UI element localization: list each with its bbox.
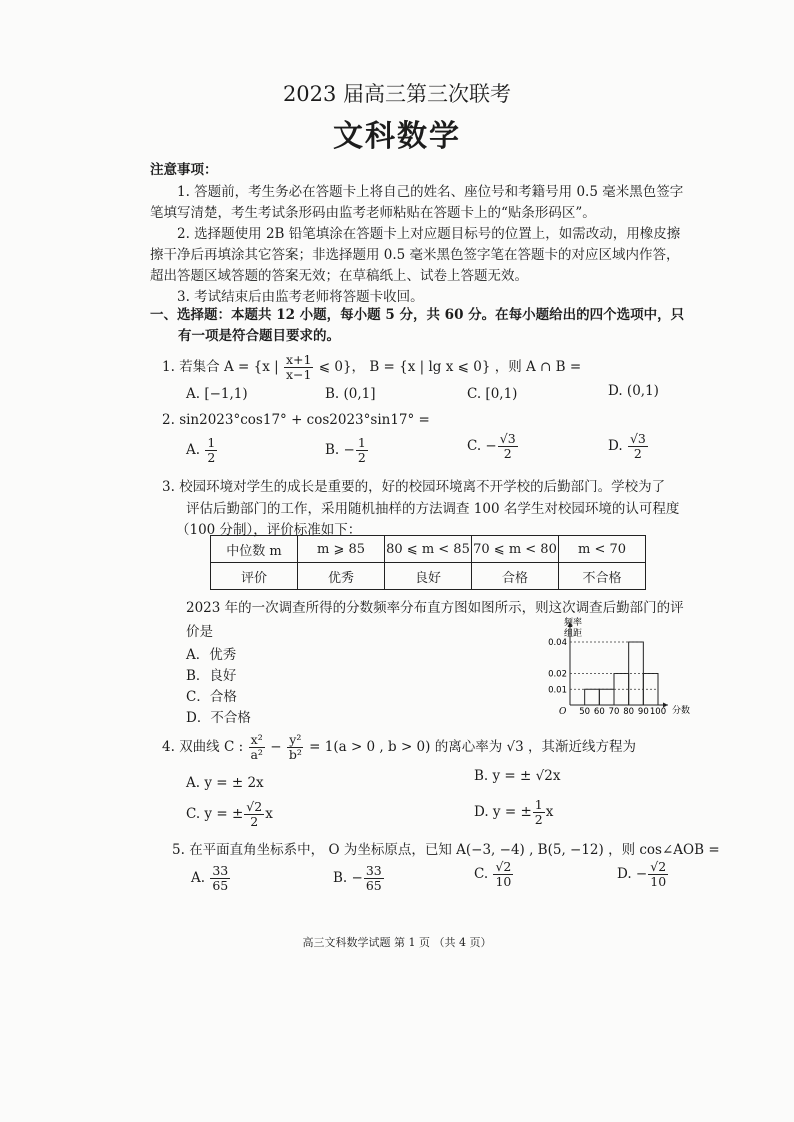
q2-option-d	[608, 432, 649, 461]
q4-c-num: √2	[246, 799, 263, 814]
table-cell: 80 ⩽ m < 85	[385, 536, 472, 563]
q5-number: 5.	[172, 842, 185, 858]
q3-option-b: B．良好	[186, 668, 237, 684]
histogram-x-tick: 70	[608, 707, 620, 717]
q1-option-c: C. [0,1)	[467, 386, 518, 402]
histogram-ylabel-top: 频率	[564, 618, 583, 628]
q4-c-pre: C. y = ±	[186, 806, 244, 822]
q4-stem	[162, 733, 636, 762]
q4-frac1-num: x²	[250, 732, 263, 747]
table-cell: 优秀	[298, 563, 385, 590]
q4-minus: −	[270, 739, 282, 755]
q4-stem-post: = 1(a > 0 , b > 0) 的离心率为 √3 ，其渐近线方程为	[309, 739, 636, 755]
q5-option-c	[474, 860, 514, 889]
q3-option-c: C．合格	[186, 689, 237, 705]
notes-heading: 注意事项：	[150, 162, 218, 178]
table-cell: m < 70	[559, 536, 646, 563]
section-1-line-2: 有一项是符合题目要求的。	[178, 328, 340, 344]
q4-frac2-num: y²	[289, 732, 302, 747]
q5-c-frac	[493, 860, 513, 889]
q3-text-1: 校园环境对学生的成长是重要的，好的校园环境离不开学校的后勤部门。学校为了	[179, 479, 666, 495]
q4-c-post: x	[265, 806, 273, 822]
q4-frac-1	[248, 733, 264, 762]
q2-d-den: 2	[633, 446, 642, 461]
histogram-x-tick: 90	[637, 707, 649, 717]
table-cell: 70 ⩽ m < 80	[472, 536, 559, 563]
q4-d-den: 2	[534, 812, 543, 827]
note-2-line-2: 擦干净后再填涂其它答案；非选择题用 0.5 毫米黑色签字笔在答题卡的对应区域内作答，	[150, 247, 680, 263]
q4-option-d	[474, 798, 553, 827]
q5-b-frac	[364, 864, 384, 893]
histogram-y-tick: 0.04	[548, 638, 567, 648]
q2-b-den: 2	[357, 450, 366, 465]
q3-number: 3.	[162, 479, 175, 495]
histogram-x-tick: 80	[623, 707, 635, 717]
q4-d-post: x	[545, 804, 554, 820]
histogram-bar	[585, 689, 600, 705]
q4-option-a: A. y = ± 2x	[186, 775, 264, 791]
q2-c-label: C. −	[467, 438, 497, 454]
q2-b-frac	[356, 436, 368, 465]
table-row	[211, 563, 646, 590]
q1-stem-pre: 若集合 A = {x |	[179, 359, 279, 375]
histogram-x-tick: 100	[649, 707, 667, 717]
frequency-histogram	[530, 614, 695, 722]
page-footer: 高三文科数学试题 第 1 页 （共 4 页）	[302, 936, 492, 949]
q2-c-den: 2	[503, 446, 512, 461]
section-1-line-1: 一、选择题：本题共 12 小题，每小题 5 分，共 60 分。在每小题给出的四个选项中，只	[150, 307, 685, 323]
q2-d-num: √3	[629, 431, 646, 446]
table-cell: 中位数 m	[211, 536, 298, 563]
q4-stem-pre: 双曲线 C :	[179, 739, 244, 755]
histogram-bar	[599, 689, 614, 705]
q4-frac-2	[287, 733, 304, 762]
q5-a-num: 33	[212, 863, 229, 878]
q4-d-num: 1	[534, 797, 543, 812]
q2-option-a	[186, 436, 218, 465]
q1-option-b: B. (0,1]	[325, 386, 376, 402]
histogram-ylabel-bottom: 组距	[564, 629, 583, 639]
evaluation-table	[210, 535, 646, 590]
note-2-line-1: 2. 选择题使用 2B 铅笔填涂在答题卡上对应题目标号的位置上，如需改动，用橡皮擦	[177, 226, 681, 242]
subject-title: 文科数学	[333, 119, 461, 154]
q5-a-label: A.	[191, 870, 206, 886]
q2-option-c	[467, 432, 519, 461]
q5-d-num: √2	[650, 859, 667, 874]
q1-option-a: A. [−1,1)	[186, 386, 248, 402]
q3-line-5: 价是	[186, 624, 213, 640]
q4-option-c	[186, 800, 273, 829]
q5-c-den: 10	[495, 874, 512, 889]
q5-b-den: 65	[365, 878, 382, 893]
q2-d-frac	[628, 432, 648, 461]
note-1-line-1: 1. 答题前，考生务必在答题卡上将自己的姓名、座位号和考籍号用 0.5 毫米黑色签字	[177, 184, 684, 200]
q4-d-frac	[533, 798, 545, 827]
q1-stem	[162, 353, 581, 382]
q2-b-num: 1	[357, 435, 366, 450]
q5-option-b	[333, 864, 385, 893]
q2-a-den: 2	[207, 450, 216, 465]
q4-c-frac	[244, 800, 264, 829]
q4-frac2-den: b²	[288, 747, 302, 762]
q2-a-label: A.	[186, 442, 201, 458]
q5-d-label: D. −	[617, 866, 648, 882]
q4-d-pre: D. y = ±	[474, 804, 532, 820]
q3-option-d: D．不合格	[186, 710, 251, 726]
q5-a-den: 65	[212, 878, 229, 893]
q5-d-frac	[648, 860, 668, 889]
q5-d-den: 10	[650, 874, 667, 889]
q3-line-3: （100 分制），评价标准如下：	[176, 522, 362, 538]
q5-b-num: 33	[365, 863, 382, 878]
note-2-line-3: 超出答题区域答题的答案无效；在草稿纸上、试卷上答题无效。	[150, 268, 528, 284]
q2-a-num: 1	[207, 435, 216, 450]
q2-number: 2.	[162, 412, 175, 428]
q3-line-2: 评估后勤部门的工作，采用随机抽样的方法调查 100 名学生对校园环境的认可程度	[186, 501, 680, 517]
q3-option-a: A．优秀	[186, 647, 237, 663]
note-3: 3. 考试结束后由监考老师将答题卡收回。	[177, 289, 424, 305]
q2-d-label: D.	[608, 438, 623, 454]
histogram-origin: O	[559, 707, 567, 717]
table-cell: 合格	[472, 563, 559, 590]
q3-line-4: 2023 年的一次调查所得的分数频率分布直方图如图所示，则这次调查后勤部门的评	[186, 600, 684, 616]
q1-frac-den: x−1	[285, 367, 312, 382]
q5-option-d	[617, 860, 669, 889]
q2-option-b	[325, 436, 369, 465]
q4-option-b: B. y = ± √2x	[474, 768, 561, 784]
q5-option-a	[191, 864, 231, 893]
q2-stem-text: sin2023°cos17° + cos2023°sin17° =	[179, 412, 430, 428]
q2-stem	[162, 412, 430, 428]
q1-frac-num: x+1	[285, 352, 312, 367]
q5-stem	[172, 838, 720, 858]
q3-line-1	[162, 475, 665, 495]
q2-a-frac	[205, 436, 217, 465]
histogram-y-tick: 0.01	[548, 685, 567, 696]
table-cell: m ⩾ 85	[298, 536, 385, 563]
q2-b-label: B. −	[325, 442, 355, 458]
table-cell: 评价	[211, 563, 298, 590]
histogram-x-tick: 50	[579, 707, 591, 717]
q5-c-label: C.	[474, 866, 489, 882]
table-cell: 良好	[385, 563, 472, 590]
histogram-x-tick: 60	[593, 707, 605, 717]
q1-fraction	[284, 353, 313, 382]
histogram-xlabel: 分数	[672, 706, 691, 716]
q5-a-frac	[210, 864, 230, 893]
note-1-line-2: 笔填写清楚，考生考试条形码由监考老师粘贴在答题卡上的“贴条形码区”。	[150, 205, 596, 221]
q4-frac1-den: a²	[250, 747, 263, 762]
q5-stem-text: 在平面直角坐标系中， O 为坐标原点，已知 A(−3, −4) , B(5, −12) ，则 cos∠AOB =	[189, 842, 720, 858]
table-cell: 不合格	[559, 563, 646, 590]
histogram-y-tick: 0.02	[548, 669, 567, 680]
q5-c-num: √2	[495, 859, 512, 874]
exam-title: 2023 届高三第三次联考	[282, 82, 512, 106]
q5-b-label: B. −	[333, 870, 363, 886]
q1-option-d: D. (0,1)	[608, 383, 659, 399]
table-row	[211, 536, 646, 563]
q4-c-den: 2	[250, 814, 259, 829]
q1-number: 1.	[162, 359, 175, 375]
q2-c-frac	[498, 432, 518, 461]
q4-number: 4.	[162, 739, 175, 755]
q1-stem-post: ⩽ 0}， B = {x | lg x ⩽ 0} ，则 A ∩ B =	[318, 359, 582, 375]
q2-c-num: √3	[499, 431, 516, 446]
